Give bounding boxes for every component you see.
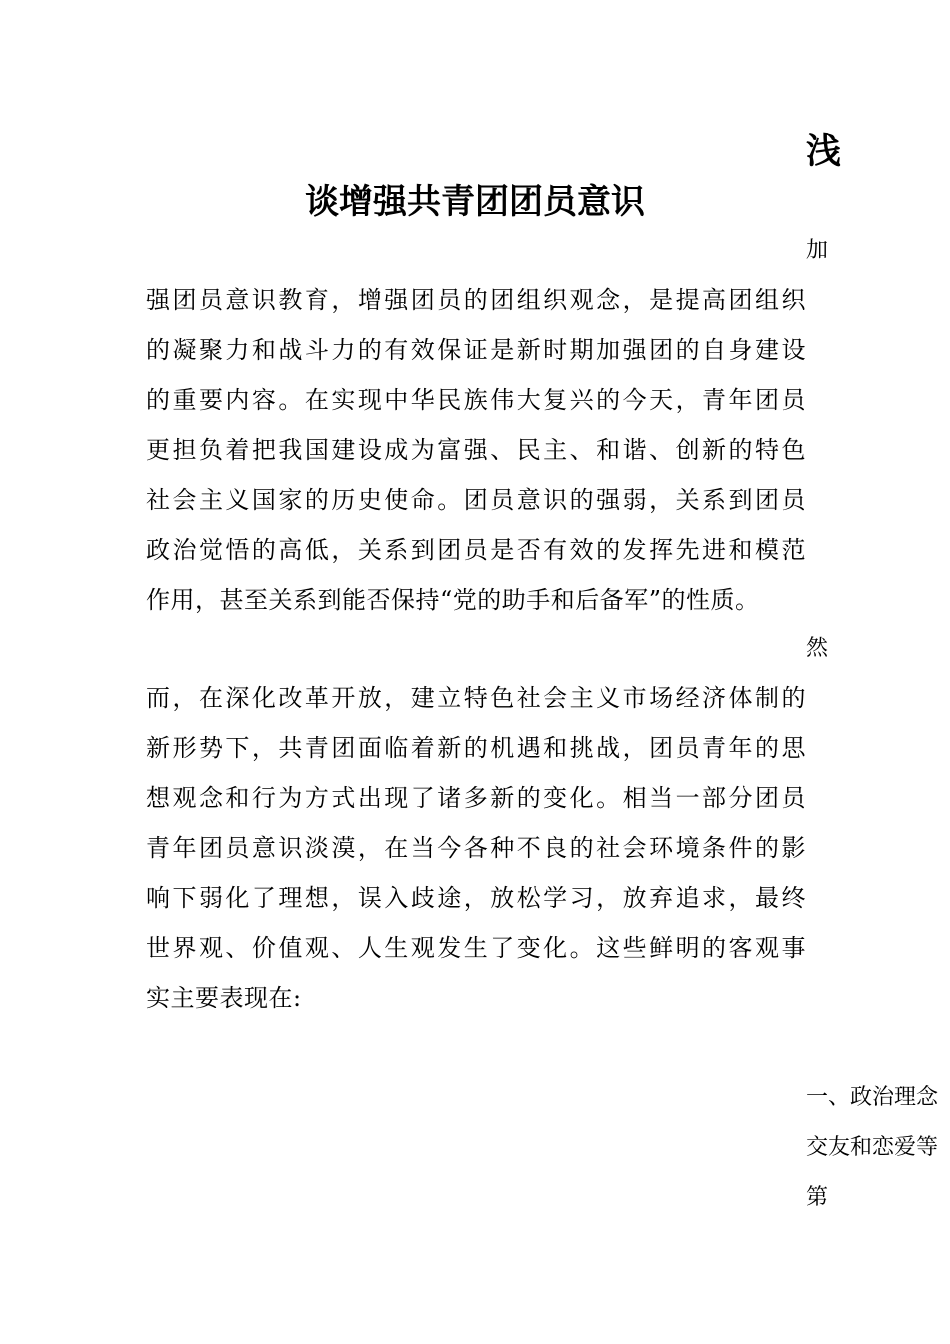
paragraph2-line: 新形势下，共青团面临着新的机遇和挑战，团员青年的思 bbox=[146, 734, 806, 762]
title-first-char: 浅 bbox=[806, 132, 842, 172]
paragraph1-lead-char: 加 bbox=[806, 238, 829, 263]
paragraph1-line: 的重要内容。在实现中华民族伟大复兴的今天，青年团员 bbox=[146, 386, 806, 414]
paragraph2-line: 青年团员意识淡漠，在当今各种不良的社会环境条件的影 bbox=[146, 834, 806, 862]
paragraph2-line: 而，在深化改革开放，建立特色社会主义市场经济体制的 bbox=[146, 684, 806, 712]
page-title: 谈增强共青团团员意识 bbox=[305, 182, 645, 222]
paragraph2-line: 实主要表现在: bbox=[146, 984, 302, 1012]
paragraph1-line: 政治觉悟的高低，关系到团员是否有效的发挥先进和模范 bbox=[146, 536, 806, 564]
paragraph1-line: 社会主义国家的历史使命。团员意识的强弱，关系到团员 bbox=[146, 486, 806, 514]
paragraph2-line: 响下弱化了理想，误入歧途，放松学习，放弃追求，最终 bbox=[146, 884, 806, 912]
paragraph2-body bbox=[146, 673, 806, 1023]
paragraph2-line: 想观念和行为方式出现了诸多新的变化。相当一部分团员 bbox=[146, 784, 806, 812]
section-line-fragment: 交友和恋爱等 bbox=[806, 1135, 939, 1160]
paragraph1-line: 的凝聚力和战斗力的有效保证是新时期加强团的自身建设 bbox=[146, 336, 806, 364]
section-line-fragment: 第 bbox=[806, 1185, 829, 1210]
paragraph1-line: 强团员意识教育，增强团员的团组织观念，是提高团组织 bbox=[146, 286, 806, 314]
paragraph1-line: 更担负着把我国建设成为富强、民主、和谐、创新的特色 bbox=[146, 436, 806, 464]
paragraph1-line: 作用，甚至关系到能否保持“党的助手和后备军”的性质。 bbox=[146, 586, 760, 614]
paragraph2-lead-char: 然 bbox=[806, 636, 829, 661]
section-heading-fragment: 一、政治理念 bbox=[806, 1085, 939, 1110]
paragraph2-line: 世界观、价值观、人生观发生了变化。这些鲜明的客观事 bbox=[146, 934, 806, 962]
paragraph1-body bbox=[146, 275, 806, 625]
